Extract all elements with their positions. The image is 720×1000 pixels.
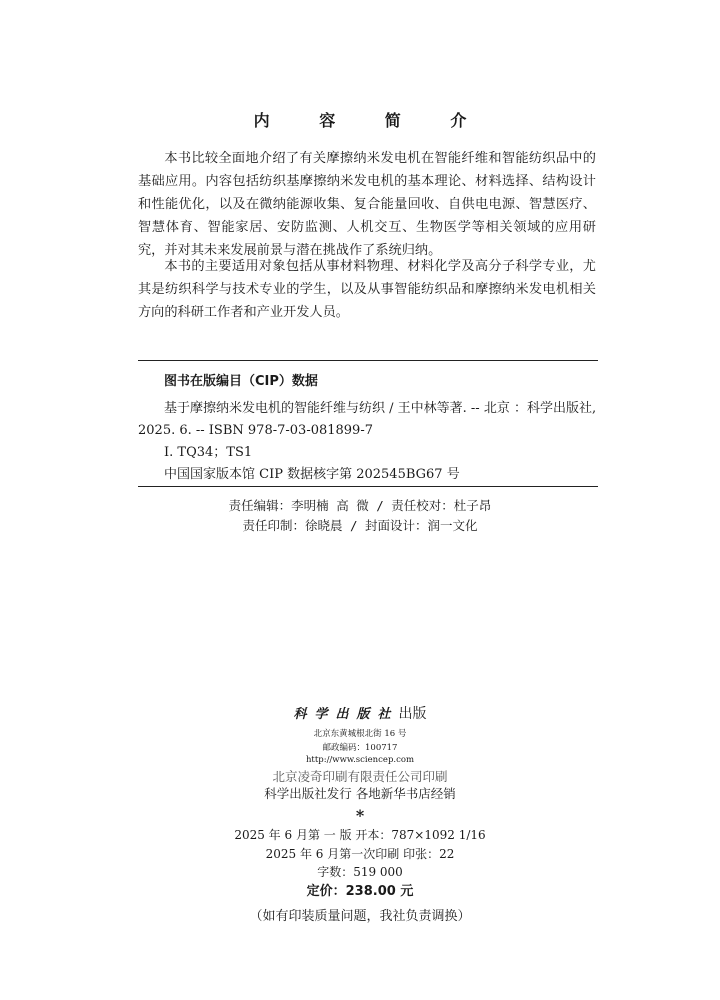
intro-paragraph-2: 本书的主要适用对象包括从事材料物理、材料化学及高分子科学专业，尤其是纺织科学与技术专业的学生，以及从事智能纺织品和摩擦纳米发电机相关方向的科研工作者和产业开发人员。 — [138, 259, 596, 320]
publisher-suffix: 出版 — [398, 706, 427, 722]
edition-line-1: 2025 年 6 月第 一 版 开本：787×1092 1/16 — [234, 828, 486, 842]
cip-heading: 图书在版编目（CIP）数据 — [164, 374, 318, 389]
editors-line-2: 责任印制：徐晓晨 / 封面设计：润一文化 — [242, 518, 478, 533]
price: 定价：238.00 元 — [306, 884, 414, 899]
publisher-logo: 科学出版社 — [293, 707, 399, 722]
cip-library-number: 中国国家版本馆 CIP 数据核字第 202545BG67 号 — [164, 467, 460, 482]
publisher-postcode: 邮政编码：100717 — [322, 743, 398, 753]
editors-line-1: 责任编辑：李明楠 高 微 / 责任校对：杜子昂 — [228, 498, 492, 513]
intro-paragraph-1: 本书比较全面地介绍了有关摩擦纳米发电机在智能纤维和智能纺织品中的基础应用。内容包括纺织基摩擦纳米发电机的基本理论、材料选择、结构设计和性能优化，以及在微纳能源收集、复合能量回收、自供电电源、智慧医疗、智慧体育、智能家居、安防监测、人机交互、生物医学等相关领域的应用研究，并对其未来发展前景与潜在挑战作了系统归纳。 — [138, 151, 596, 258]
publisher-website: http://www.sciencep.com — [305, 755, 415, 765]
cip-bottom-rule — [138, 486, 598, 487]
edition-line-2: 2025 年 6 月第一次印刷 印张：22 — [265, 847, 455, 861]
publisher-line — [0, 703, 720, 723]
cip-top-rule — [138, 360, 598, 361]
distribution-line: 科学出版社发行 各地新华书店经销 — [264, 786, 456, 801]
separator-star: * — [355, 806, 365, 825]
cip-classification: Ⅰ. TQ34；TS1 — [164, 445, 253, 460]
publisher-address: 北京东黄城根北街 16 号 — [313, 729, 407, 739]
word-count: 字数：519 000 — [317, 865, 403, 879]
cip-record: 基于摩擦纳米发电机的智能纤维与纺织 / 王中林等著. -- 北京 ：科学出版社, 2025. 6. -- ISBN 978-7-03-081899-7 — [138, 401, 597, 438]
printer-line: 北京凌奇印刷有限责任公司印刷 — [272, 769, 448, 784]
page-title: 内 容 简 介 — [253, 111, 489, 130]
quality-note: （如有印装质量问题，我社负责调换） — [249, 909, 471, 924]
